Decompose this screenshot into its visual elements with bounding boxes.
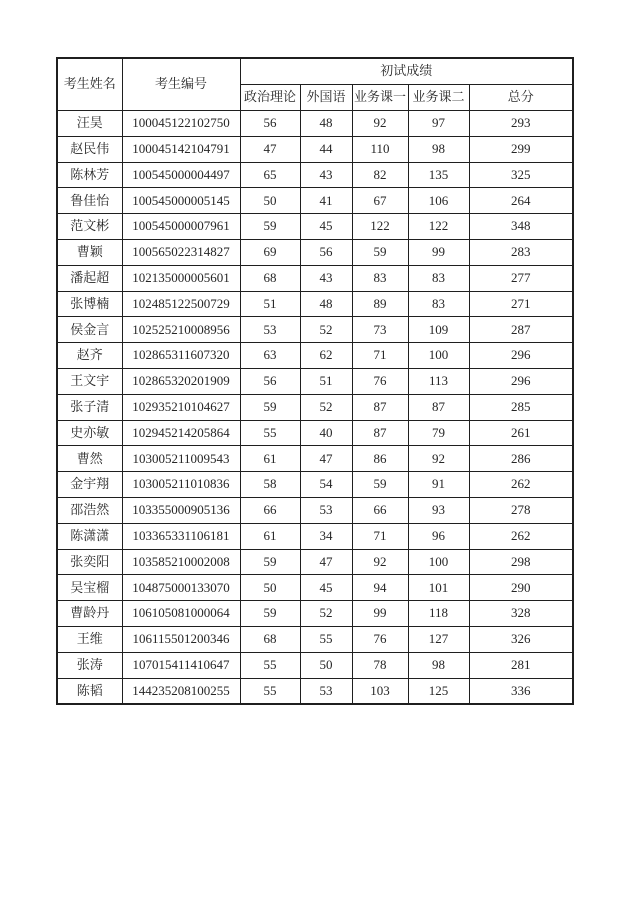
cell-politics: 58 bbox=[240, 472, 300, 498]
table-row bbox=[57, 678, 573, 704]
cell-politics: 66 bbox=[240, 497, 300, 523]
cell-course2: 135 bbox=[408, 162, 469, 188]
cell-total: 296 bbox=[469, 343, 573, 369]
cell-foreign: 40 bbox=[300, 420, 352, 446]
cell-total: 348 bbox=[469, 214, 573, 240]
cell-course2: 100 bbox=[408, 549, 469, 575]
cell-foreign: 48 bbox=[300, 291, 352, 317]
cell-id: 100545000004497 bbox=[122, 162, 240, 188]
cell-name: 史亦敏 bbox=[57, 420, 122, 446]
cell-id: 104875000133070 bbox=[122, 575, 240, 601]
cell-foreign: 47 bbox=[300, 549, 352, 575]
cell-id: 103355000905136 bbox=[122, 497, 240, 523]
cell-foreign: 45 bbox=[300, 214, 352, 240]
cell-total: 298 bbox=[469, 549, 573, 575]
cell-foreign: 51 bbox=[300, 368, 352, 394]
cell-politics: 61 bbox=[240, 446, 300, 472]
cell-course1: 76 bbox=[352, 626, 408, 652]
table-row bbox=[57, 343, 573, 369]
cell-foreign: 44 bbox=[300, 136, 352, 162]
cell-name: 曹龄丹 bbox=[57, 601, 122, 627]
cell-course1: 71 bbox=[352, 343, 408, 369]
table-row bbox=[57, 291, 573, 317]
cell-total: 299 bbox=[469, 136, 573, 162]
cell-course1: 87 bbox=[352, 420, 408, 446]
col-header-score: 业务课二 bbox=[408, 85, 469, 111]
table-row bbox=[57, 368, 573, 394]
table-row bbox=[57, 317, 573, 343]
cell-total: 290 bbox=[469, 575, 573, 601]
cell-name: 陈林芳 bbox=[57, 162, 122, 188]
cell-course1: 110 bbox=[352, 136, 408, 162]
cell-total: 336 bbox=[469, 678, 573, 704]
cell-politics: 47 bbox=[240, 136, 300, 162]
cell-id: 106115501200346 bbox=[122, 626, 240, 652]
cell-name: 鲁佳怡 bbox=[57, 188, 122, 214]
cell-course2: 91 bbox=[408, 472, 469, 498]
cell-total: 278 bbox=[469, 497, 573, 523]
cell-politics: 50 bbox=[240, 188, 300, 214]
cell-id: 103005211009543 bbox=[122, 446, 240, 472]
cell-course1: 59 bbox=[352, 239, 408, 265]
col-header-candidate-id: 考生编号 bbox=[122, 58, 240, 111]
cell-foreign: 52 bbox=[300, 601, 352, 627]
cell-total: 262 bbox=[469, 472, 573, 498]
table-row bbox=[57, 601, 573, 627]
cell-course1: 122 bbox=[352, 214, 408, 240]
cell-foreign: 52 bbox=[300, 317, 352, 343]
cell-total: 287 bbox=[469, 317, 573, 343]
table-row bbox=[57, 214, 573, 240]
cell-course1: 87 bbox=[352, 394, 408, 420]
cell-id: 103365331106181 bbox=[122, 523, 240, 549]
cell-total: 325 bbox=[469, 162, 573, 188]
cell-id: 100045122102750 bbox=[122, 111, 240, 137]
cell-total: 264 bbox=[469, 188, 573, 214]
cell-foreign: 43 bbox=[300, 162, 352, 188]
table-row bbox=[57, 446, 573, 472]
cell-foreign: 47 bbox=[300, 446, 352, 472]
cell-name: 汪昊 bbox=[57, 111, 122, 137]
cell-foreign: 55 bbox=[300, 626, 352, 652]
cell-course2: 127 bbox=[408, 626, 469, 652]
cell-name: 赵齐 bbox=[57, 343, 122, 369]
cell-course2: 113 bbox=[408, 368, 469, 394]
table-row bbox=[57, 575, 573, 601]
table-row bbox=[57, 472, 573, 498]
cell-id: 100045142104791 bbox=[122, 136, 240, 162]
cell-course2: 122 bbox=[408, 214, 469, 240]
table-row bbox=[57, 111, 573, 137]
cell-course1: 59 bbox=[352, 472, 408, 498]
table-row bbox=[57, 394, 573, 420]
table-row bbox=[57, 652, 573, 678]
cell-name: 吴宝榴 bbox=[57, 575, 122, 601]
cell-name: 侯金言 bbox=[57, 317, 122, 343]
cell-politics: 53 bbox=[240, 317, 300, 343]
cell-course2: 100 bbox=[408, 343, 469, 369]
cell-foreign: 54 bbox=[300, 472, 352, 498]
table-row bbox=[57, 162, 573, 188]
cell-politics: 56 bbox=[240, 368, 300, 394]
cell-course2: 99 bbox=[408, 239, 469, 265]
cell-name: 张子清 bbox=[57, 394, 122, 420]
cell-name: 曹颖 bbox=[57, 239, 122, 265]
cell-course1: 99 bbox=[352, 601, 408, 627]
cell-course2: 92 bbox=[408, 446, 469, 472]
cell-politics: 51 bbox=[240, 291, 300, 317]
cell-course1: 83 bbox=[352, 265, 408, 291]
cell-course1: 92 bbox=[352, 549, 408, 575]
cell-course1: 89 bbox=[352, 291, 408, 317]
cell-course1: 66 bbox=[352, 497, 408, 523]
cell-foreign: 50 bbox=[300, 652, 352, 678]
cell-id: 102485122500729 bbox=[122, 291, 240, 317]
table-row bbox=[57, 626, 573, 652]
cell-course2: 87 bbox=[408, 394, 469, 420]
cell-foreign: 52 bbox=[300, 394, 352, 420]
cell-foreign: 34 bbox=[300, 523, 352, 549]
cell-total: 328 bbox=[469, 601, 573, 627]
cell-politics: 56 bbox=[240, 111, 300, 137]
cell-name: 曹然 bbox=[57, 446, 122, 472]
cell-total: 261 bbox=[469, 420, 573, 446]
cell-course1: 71 bbox=[352, 523, 408, 549]
cell-total: 262 bbox=[469, 523, 573, 549]
col-header-score: 外国语 bbox=[300, 85, 352, 111]
cell-politics: 59 bbox=[240, 394, 300, 420]
cell-id: 102135000005601 bbox=[122, 265, 240, 291]
col-header-score: 政治理论 bbox=[240, 85, 300, 111]
cell-politics: 59 bbox=[240, 214, 300, 240]
table-body bbox=[57, 111, 573, 705]
cell-id: 102945214205864 bbox=[122, 420, 240, 446]
cell-name: 张奕阳 bbox=[57, 549, 122, 575]
cell-course2: 97 bbox=[408, 111, 469, 137]
cell-politics: 61 bbox=[240, 523, 300, 549]
table-row bbox=[57, 136, 573, 162]
cell-id: 103585210002008 bbox=[122, 549, 240, 575]
cell-politics: 55 bbox=[240, 420, 300, 446]
cell-name: 金宇翔 bbox=[57, 472, 122, 498]
cell-name: 赵民伟 bbox=[57, 136, 122, 162]
cell-name: 范文彬 bbox=[57, 214, 122, 240]
cell-name: 陈潇潇 bbox=[57, 523, 122, 549]
cell-name: 王维 bbox=[57, 626, 122, 652]
cell-course1: 92 bbox=[352, 111, 408, 137]
cell-foreign: 45 bbox=[300, 575, 352, 601]
cell-total: 296 bbox=[469, 368, 573, 394]
cell-politics: 50 bbox=[240, 575, 300, 601]
cell-total: 285 bbox=[469, 394, 573, 420]
cell-politics: 68 bbox=[240, 265, 300, 291]
cell-name: 潘起超 bbox=[57, 265, 122, 291]
table-header bbox=[57, 58, 573, 111]
cell-total: 277 bbox=[469, 265, 573, 291]
cell-foreign: 41 bbox=[300, 188, 352, 214]
cell-politics: 65 bbox=[240, 162, 300, 188]
cell-course2: 106 bbox=[408, 188, 469, 214]
cell-total: 271 bbox=[469, 291, 573, 317]
cell-foreign: 56 bbox=[300, 239, 352, 265]
cell-politics: 69 bbox=[240, 239, 300, 265]
cell-course2: 118 bbox=[408, 601, 469, 627]
cell-id: 106105081000064 bbox=[122, 601, 240, 627]
cell-id: 102525210008956 bbox=[122, 317, 240, 343]
cell-id: 103005211010836 bbox=[122, 472, 240, 498]
cell-course2: 125 bbox=[408, 678, 469, 704]
cell-politics: 59 bbox=[240, 549, 300, 575]
col-header-score-group: 初试成绩 bbox=[240, 58, 573, 85]
cell-total: 281 bbox=[469, 652, 573, 678]
cell-course2: 98 bbox=[408, 652, 469, 678]
cell-foreign: 48 bbox=[300, 111, 352, 137]
cell-foreign: 53 bbox=[300, 497, 352, 523]
col-header-score: 总分 bbox=[469, 85, 573, 111]
cell-politics: 68 bbox=[240, 626, 300, 652]
cell-total: 293 bbox=[469, 111, 573, 137]
cell-total: 283 bbox=[469, 239, 573, 265]
header-row-group bbox=[57, 58, 573, 85]
cell-total: 286 bbox=[469, 446, 573, 472]
table-row bbox=[57, 523, 573, 549]
cell-course1: 82 bbox=[352, 162, 408, 188]
cell-id: 100565022314827 bbox=[122, 239, 240, 265]
cell-course2: 98 bbox=[408, 136, 469, 162]
cell-course1: 76 bbox=[352, 368, 408, 394]
cell-id: 100545000007961 bbox=[122, 214, 240, 240]
cell-course1: 86 bbox=[352, 446, 408, 472]
table-row bbox=[57, 497, 573, 523]
table-row bbox=[57, 420, 573, 446]
cell-id: 107015411410647 bbox=[122, 652, 240, 678]
col-header-score: 业务课一 bbox=[352, 85, 408, 111]
cell-course1: 67 bbox=[352, 188, 408, 214]
cell-id: 102935210104627 bbox=[122, 394, 240, 420]
cell-course2: 79 bbox=[408, 420, 469, 446]
cell-course2: 83 bbox=[408, 265, 469, 291]
cell-id: 102865311607320 bbox=[122, 343, 240, 369]
table-row bbox=[57, 549, 573, 575]
cell-course1: 94 bbox=[352, 575, 408, 601]
cell-name: 陈韬 bbox=[57, 678, 122, 704]
table-row bbox=[57, 188, 573, 214]
cell-course2: 109 bbox=[408, 317, 469, 343]
cell-foreign: 62 bbox=[300, 343, 352, 369]
cell-politics: 59 bbox=[240, 601, 300, 627]
cell-total: 326 bbox=[469, 626, 573, 652]
cell-name: 张博楠 bbox=[57, 291, 122, 317]
cell-politics: 63 bbox=[240, 343, 300, 369]
cell-foreign: 53 bbox=[300, 678, 352, 704]
cell-politics: 55 bbox=[240, 652, 300, 678]
cell-course1: 103 bbox=[352, 678, 408, 704]
table-row bbox=[57, 239, 573, 265]
cell-id: 102865320201909 bbox=[122, 368, 240, 394]
cell-course2: 93 bbox=[408, 497, 469, 523]
table-row bbox=[57, 265, 573, 291]
cell-course2: 83 bbox=[408, 291, 469, 317]
cell-name: 邵浩然 bbox=[57, 497, 122, 523]
cell-course2: 96 bbox=[408, 523, 469, 549]
cell-course1: 78 bbox=[352, 652, 408, 678]
cell-name: 张涛 bbox=[57, 652, 122, 678]
cell-name: 王文宇 bbox=[57, 368, 122, 394]
exam-score-table bbox=[56, 57, 574, 705]
cell-politics: 55 bbox=[240, 678, 300, 704]
cell-course1: 73 bbox=[352, 317, 408, 343]
col-header-candidate-name: 考生姓名 bbox=[57, 58, 122, 111]
cell-id: 144235208100255 bbox=[122, 678, 240, 704]
cell-foreign: 43 bbox=[300, 265, 352, 291]
cell-course2: 101 bbox=[408, 575, 469, 601]
cell-id: 100545000005145 bbox=[122, 188, 240, 214]
